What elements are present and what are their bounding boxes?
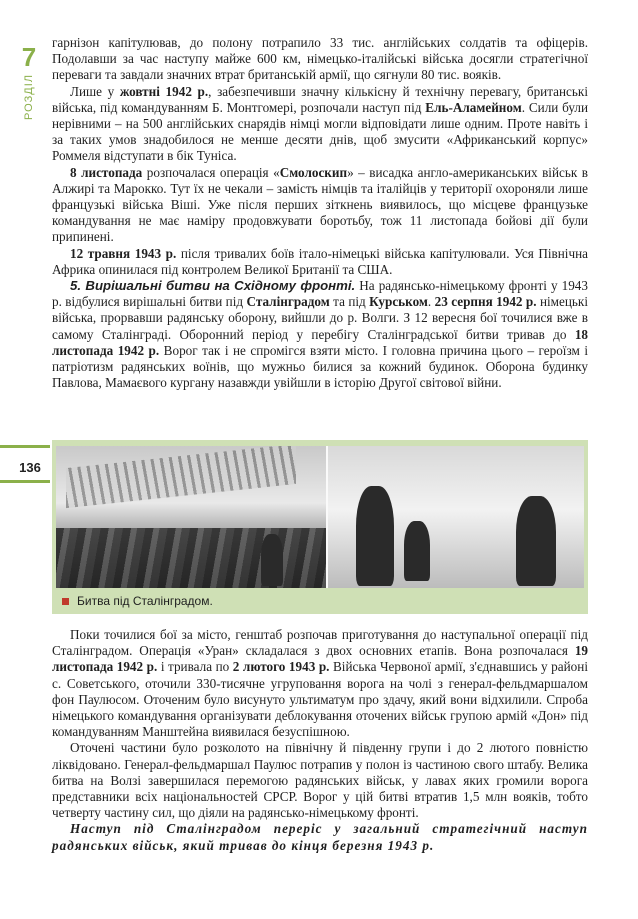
text-column-bottom: [52, 627, 588, 854]
page-number: 136: [19, 459, 41, 475]
chapter-number: 7: [21, 42, 37, 72]
date-highlight: 8 листопада: [70, 164, 143, 180]
date-highlight: 18 листопада 1942 р.: [52, 326, 588, 358]
text-run: Ворог так і не спромігся взяти місто. І головна причина цього – героїзм і патріотизм радянських воїнів, що мужньо билися за кожний будинок. Оборона будинку Павлова, Мамаєвого кургану назавжди увійшли в історію Другої світової війни.: [52, 342, 588, 391]
text-run: розпочалася операція «: [142, 164, 280, 180]
paragraph-4: [52, 246, 588, 278]
date-highlight: 19 листопада 1942 р.: [52, 643, 588, 675]
place-highlight: Ель-Аламейном: [425, 99, 522, 115]
paragraph-3: [52, 165, 588, 246]
text-run: після тривалих боїв італо-німецькі війська капітулювали. Уся Північна Африка опинилася під контролем Великої Британії та США.: [52, 245, 588, 277]
text-run: німецькі війська, прорвавши радянську оборону, вийшли до р. Волги. З 12 вересня бої точилися вже в самому Сталінграді. Оборонний період у перебігу Сталінградської битви тривав до: [52, 294, 589, 342]
paragraph-conclusion: Наступ під Сталінградом переріс у загальний стратегічний наступ радянських військ, який тривав до кінця березня 1943 р.: [52, 821, 588, 853]
date-highlight: 2 лютого 1943 р.: [232, 659, 330, 675]
date-highlight: 23 серпня 1942 р.: [434, 294, 537, 310]
text-run: Лише у: [70, 83, 120, 99]
paragraph-6: [52, 627, 588, 740]
text-run: . Сили були нерівними – на 500 англійських снарядів німці могли відповідати лише одним. Проте навіть і за таких умов знадобилося не менше десяти днів, щоб змусити «Африканський корпус» Роммеля відступати в бік Туніса.: [52, 99, 588, 164]
soldier-silhouette: [516, 496, 556, 586]
chapter-tab: [14, 44, 44, 120]
text-run: .: [427, 294, 435, 310]
paragraph-1: гарнізон капітулював, до полону потрапило 33 тис. англійських солдатів та офіцерів. Подолавши за час наступу майже 600 км, німецько-італійські війська досягли стратегічної переваги та завдали значних втрат британській армії, що сягнули 80 тис. вояків.: [52, 35, 588, 83]
ruined-roof-shape: [66, 446, 296, 508]
place-highlight: Курськом: [369, 294, 428, 310]
soldier-silhouette: [261, 534, 283, 586]
soldier-silhouette: [356, 486, 394, 586]
place-highlight: Сталінградом: [246, 294, 330, 310]
stalingrad-photo: [56, 446, 584, 588]
text-run: , забезпечивши значну кількісну й технічну перевагу, британські війська, під командуванням Б. Монтгомері, розпочали наступ під: [52, 83, 588, 115]
text-run: та під: [329, 294, 370, 310]
text-column-top: [52, 35, 588, 391]
photo-caption: [62, 594, 213, 608]
text-run: Поки точилися бої за місто, генштаб розпочав приготування до наступальної операції під Сталінградом. Операція «Уран» складалася з двох основних етапів. Вона розпочалася: [52, 627, 588, 659]
square-bullet-icon: [62, 598, 69, 605]
section-heading: 5. Вирішальні битви на Східному фронті.: [70, 278, 356, 294]
paragraph-5: [52, 278, 588, 391]
caption-text: Битва під Сталінградом.: [77, 594, 213, 608]
page-number-rule-top: [0, 445, 50, 448]
date-highlight: 12 травня 1943 р.: [70, 245, 177, 261]
text-run: » – висадка англо-американських військ в Алжирі та Марокко. Тут їх не чекали – замість німців та італійців у території охороняли лише французькі війська Віші. Уже після перших зіткнень виявилось, що місцеве французьке командування не має наміру продовжувати боротьбу, тож 11 листопада бойові дії були припинені.: [52, 164, 588, 245]
rubble-shape: [56, 528, 326, 588]
soldier-silhouette: [404, 521, 430, 581]
chapter-label: РОЗДІЛ: [23, 74, 35, 121]
text-run: Війська Червоної армії, з'єднавшись у районі с. Советського, оточили 330-тисячне угруповання ворога на чолі з генерал-фельдмаршалом фон Паулюсом. Оточеним було висунуто ультиматум про здачу, який вони відхилили. Спроба німецького командування організувати деблокування оточених військ групою армій «Дон» під командуванням Манштейна виявилася безуспішною.: [52, 659, 588, 740]
text-run: На радянсько-німецькому фронті у 1943 р. відбулися вирішальні битви під: [52, 278, 588, 310]
date-highlight: жовтні 1942 р.: [119, 83, 209, 99]
operation-highlight: Смолоскип: [279, 164, 348, 180]
text-run: і тривала по: [157, 659, 233, 675]
paragraph-2: [52, 84, 588, 165]
photo-figure: [52, 440, 588, 614]
paragraph-7: Оточені частини було розколото на північну й південну групи і до 2 лютого повністю ліквідовано. Генерал-фельдмаршал Паулюс потрапив у полон із частиною свого штабу. Велика битва на Волзі завершилася перемогою радянських військ, у лавах яких громили ворога представники всіх національностей СРСР. Ворог у цій битві втратив 1,5 млн вояків, тобто четверту частину сил, що діяли на радянсько-німецькому фронті.: [52, 740, 588, 821]
page-number-rule-bottom: [0, 480, 50, 483]
